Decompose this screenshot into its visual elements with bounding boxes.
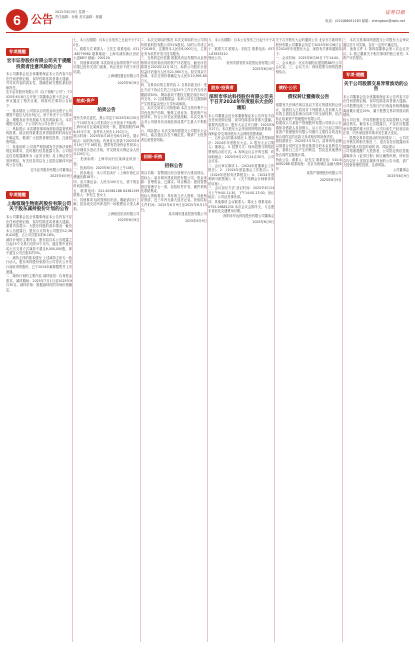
article-paragraph: 投标人资格要求：具有独立法人资格，具备相应资质，近三年内无重大违法记录。获取招标文件时间：2025年6月9日至2025年6月13日。 [140, 193, 207, 212]
signature-line: 深圳市华达科技股份有限公司董事会 [223, 213, 275, 218]
article-paragraph: 八、联系方式 联系人：王先生 联系电话：021-68779982 联系地址：上海市浦东新区世纪大道88号 邮编：200120 [73, 47, 140, 61]
signature-line: 2025年6月9日 [185, 218, 207, 223]
article-paragraph: 经公司自查，并向控股股东及实际控制人书面函证核实，截至本公告披露日，不存在应披露而未披露的重大信息。公司目前生产经营活动正常，内外部经营环境未发生重大变化。 [343, 117, 409, 136]
signature-line: 上海城投置业有限公司 [107, 74, 140, 79]
article-headline: 拍卖公告 [97, 108, 116, 114]
article-paragraph: 三、交易的定价依据 根据具有证券期货从业资格的评估机构出具的资产评估报告，截至评估基准日2024年12月31日，标的公司股东全部权益评估值为人民币21,560万元。经交易双方协商，本次交易价格确定为人民币10,995.60万元。 [140, 56, 207, 83]
section-tag: 股东·投资者 [208, 84, 237, 92]
article-paragraph: 宏丰证券股份有限公司（以下简称“公司”）于2025年6月8日召开第三届董事会第十次会议，审议通过了相关议案，现将有关事项公告如下： [6, 90, 72, 109]
article-headline: 深圳市华达科技股份有限公司关于召开2024年年度股东大会的通知 [209, 94, 274, 112]
article-paragraph: 一、召开会议的基本情况 1. 股东大会类型和届次：2024年年度股东大会。2. 股东大会召集人：董事会。3. 投票方式：现场投票与网络投票相结合的方式。4. 现场会议召开的日期、时间和地点：2025年6月27日14点30分，公司会议室。 [208, 136, 275, 164]
article-paragraph: 二、本次交易标的情况 本次交易标的为公司持有的某科技有限公司51%股权。标的公司成立于2016年，注册资本人民币8,000万元，主营业务为软件开发与技术服务。 [140, 38, 207, 56]
article-paragraph: 二、风险提示 本次增资事项尚需取得监管机构的批准，能否获得批准及获得批准的时间存在不确定性，敬请广大投资者理性投资，注意投资风险。 [6, 126, 72, 145]
article-paragraph: 本公司董事会及全体董事保证本公告内容不存在任何虚假记载、误导性陈述或者重大遗漏。重要内容提示：大股东持股的基本情况：截至本公告披露日，股东合计持有公司股份12,368,420股，占公司总股本的6.18%。 [6, 214, 72, 238]
article-headline: 上海恒瑞生物医药股份有限公司关于股东减持股份计划的公告 [6, 201, 72, 213]
article-paragraph: 六、风险提示 本次交易尚需提交公司股东大会审议，能否通过存在不确定性。敬请广大投资者注意投资风险。 [140, 128, 207, 143]
article-paragraph: 债权基准日：2025年3月31日。清单所列金额以借款合同约定计算至基准日的本金及利息为准，基准日之后产生的利息、罚息及其他费用按合同约定继续计算。 [275, 139, 342, 157]
signature-line: 某资产管理股份有限公司 [306, 171, 342, 176]
date-line: 2025年6月9日 星期一 [55, 10, 89, 14]
article-paragraph: 二、拍卖时间：2025年6月20日上午10时。 [73, 166, 137, 171]
section-tag-row [343, 61, 409, 80]
article-paragraph: 九、本公告期限：自本公告发布之日起不少于20日。 [208, 38, 275, 47]
article-paragraph: 本公司董事会及全体董事保证本公告内容不存在任何虚假记载、误导性陈述或者重大遗漏，并对其内容的真实性、准确性和完整性承担法律责任。 [6, 72, 72, 90]
article-paragraph: 减持计划的主要内容：股东拟自本公告披露之日起15个交易日后的3个月内，通过集中竞价或大宗交易方式减持不超过6,000,000股，即不超过公司总股本的3%。 [6, 237, 72, 256]
article-paragraph: 三、其他说明 公司将严格按照有关法律法规的规定和要求，及时履行信息披露义务。公司指定信息披露媒体为《证券日报》及上海证券交易所网站，有关信息均以在上述指定媒体刊登的公告为准。 [6, 144, 72, 168]
signature-line: 2025年6月9日 [319, 177, 342, 182]
page-number: 6 [6, 9, 28, 31]
article-headline: 宏丰证券股份有限公司关于提醒投资者注意风险的公告 [6, 59, 72, 70]
signature-line: 宏丰证券股份有限公司董事会 [30, 167, 72, 172]
column-divider [72, 38, 73, 642]
column-divider [140, 38, 141, 642]
column-6 [343, 38, 409, 642]
signature-line: 2025年6月9日 [50, 174, 72, 179]
article-headline: 关于公司股票交易异常波动的公告 [343, 81, 409, 93]
article-paragraph: 一、会议时间：2025年6月26日下午14:00。二、会议地点：北京市朝阳区建国路88号公司会议室。三、会议方式：现场投票与网络投票相结合。 [275, 56, 342, 74]
page-header [0, 0, 415, 40]
section-tag: 债权·公示 [276, 84, 300, 92]
contact-line: 电话：(010)68091283 邮箱：zhengban@zqrb.net [325, 19, 405, 23]
article-headline: 招标公告 [164, 163, 183, 169]
article-paragraph: 本公司董事会及全体董事保证本公告内容不存在任何虚假记载、误导性陈述或者重大遗漏。公司股票连续三个交易日内日收盘价格涨幅偏离值累计超过20%，属于股票交易异常波动的情形。 [343, 94, 409, 118]
signature-line: 2025年6月9日 [117, 218, 140, 223]
signature-line: 公司董事会 [393, 167, 409, 172]
article-paragraph: 七、本公告期限：自本公告发布之日起不少于20日。 [73, 38, 140, 47]
section-tag-row [208, 74, 274, 93]
article-paragraph: 特此公告。 [208, 56, 225, 61]
article-paragraph: 二、会议审议事项 1. 《2024年度董事会工作报告》；2. 《2024年度监事会工作报告》；3. 《2024年度财务决算报告》；4. 《2024年度利润分配预案》；5. 《关于续聘会计师事务所的议案》。 [208, 163, 275, 186]
article-paragraph: 受有关单位委托，我公司定于2025年6月20日上午10时在本公司拍卖厅公开拍卖下列标的：上海市闵行区某商业用房一套，建筑面积约286.45平方米，参考价人民币1,150万元。 [73, 116, 140, 134]
article-paragraph: 一、股票交易异常波动的具体情况 二、公司关注并核实的相关情况 三、是否存在应披露而未披露的重大信息的说明 四、风险提示 [343, 135, 409, 149]
column-4 [208, 38, 274, 642]
signature-line: 2025年6月9日 [387, 174, 409, 179]
section-tag-row [141, 143, 207, 162]
header-meta [55, 10, 102, 19]
article-paragraph: 九、其他事项说明 本次拟转让标的的资产评估结果已经有关部门备案，转让底价不低于评估结果。 [73, 60, 140, 74]
section-tag: 专项提醒 [6, 191, 29, 199]
section-tag-row [6, 181, 72, 200]
section-tag-row [6, 38, 72, 57]
article-paragraph: 四、竞买保证金：人民币100万元，须于规定时间前到账。 [73, 179, 140, 189]
article-paragraph: 根据有关法律法规以及双方签订的债权转让协议，原债权人已将其对下列借款人及担保人享有的主债权及担保合同项下的全部权利，依法转让给某资产管理股份有限公司。 [275, 102, 342, 121]
article-paragraph: 展示时间：2025年6月16日至6月19日。展示地点：标的所在地。有意竞买者请于2025年6月19日下午16时前，携带有效身份证件到本公司办理竞买登记手续，并交纳竞买保证金人民币100万元。 [73, 134, 140, 157]
section-title: 公告 [31, 14, 53, 26]
article-paragraph: 五、联系电话：021-64381188 64381199 联系人：李先生 张女士 [73, 188, 140, 198]
article-paragraph: 原债权人与某资产管理股份有限公司联合公告通知各借款人及担保人，从公告之日起立即向某资产管理股份有限公司履行主债权合同及担保合同约定的还款义务或相应的担保责任。 [275, 121, 342, 139]
section-tag-row [276, 74, 342, 93]
article-paragraph: 二、减持计划的主要内容 减持原因：自身资金需求。减持期间：2025年7月1日至2025年9月30日。减持价格：根据减持时的市场价格确定。 [6, 274, 72, 292]
article-paragraph: 三、本次交易事项尚需提交公司股东大会审议通过后方可实施，存在一定的不确定性。 [343, 38, 409, 47]
signature-line: 某市城市建设投资有限公司 [168, 212, 207, 217]
article-paragraph: 公司郑重提醒广大投资者，公司指定的信息披露媒体为《证券日报》和巨潮资讯网，所有信息均以在上述指定媒体刊登的公告为准，请广大投资者理性投资，注意风险。 [343, 149, 409, 168]
column-1 [6, 38, 72, 642]
article-paragraph: 四、交易协议的主要内容 1. 交易价款支付：受让方应于协议生效之日起10个工作日内支付首期款项50%，剩余款项于股权交割完成后30日内支付。2. 过渡期损益：标的公司在过渡期间产生的损益由受让方享有或承担。 [140, 83, 207, 106]
article-paragraph: 一、拍卖标的：上海市闵行区某商业用房一套。 [73, 156, 140, 166]
article-headline: 债权转让暨催收公告 [287, 95, 330, 101]
article-paragraph: 一、基本情况 公司拟以自有资金向全资子公司增资不超过人民币5亿元，用于补充子公司资本金，增强其业务发展能力及抗风险能力。本次增资完成后，子公司仍为公司全资子公司。 [6, 108, 72, 127]
article-paragraph: 特此公告。联系人：赵先生 联系电话：010-66092288 联系地址：北京市西城区金融大街8号 [275, 157, 342, 171]
signature-line: 杭州市国有资本投资运营有限公司 [226, 60, 275, 65]
section-tag-row [73, 87, 139, 106]
article-paragraph: 六、其他事项 标的按现状拍卖，瑕疵请自行了解。拍卖成交后所涉及的一切税费由买受人承担。 [73, 197, 140, 211]
section-tag: 招标·采购 [141, 153, 165, 161]
signature-line: 2025年6月9日 [252, 67, 275, 72]
signature-line: 2025年6月9日 [117, 80, 140, 85]
header-rule [6, 32, 409, 33]
article-paragraph: 本公司董事会及全体董事保证本公告内容不存在任何虚假记载、误导性陈述或者重大遗漏。重要内容提示：股东大会召开日期：2025年6月27日。本次股东大会采用的网络投票系统：深圳证券交易所股东大会网络投票系统。 [208, 113, 275, 136]
article-paragraph: 关于召开股东大会的通知公告 北京东方新材料股份有限公司董事会决定于2025年6月26日召开2024年年度股东大会，现将有关事项通知如下： [275, 38, 342, 56]
article-paragraph: 三、会议登记方法 登记时间：2025年6月24日上午9:00-11:30，下午14:00-17:00。登记地点：公司证券事务部。 [208, 186, 275, 200]
column-divider [342, 38, 343, 642]
signature-line: 2025年6月9日 [252, 220, 275, 225]
signature-line: 上海恒信拍卖有限公司 [107, 211, 140, 216]
column-3 [141, 38, 207, 642]
column-divider [274, 38, 275, 642]
article-paragraph: 十、联系方式 联系人：刘先生 联系电话：0571-87653210 [208, 47, 275, 56]
section-tag: 专项提醒 [6, 48, 29, 56]
column-divider [207, 38, 208, 642]
article-paragraph: 项目名称：智慧园区综合管理平台建设项目。招标人：某市城市建设投资有限公司。资金来源：自筹资金，已落实。项目概况：建设智慧园区管理平台一套，包括软件开发、硬件采购及系统集成。 [140, 171, 207, 194]
section-tag: 专项·提醒 [343, 71, 367, 79]
article-paragraph: 五、本次交易对公司的影响 本次交易有利于公司优化资产结构，聚焦主营业务，提高资产运营效率，符合公司长远发展战略。本次交易不会对公司财务状况和经营成果产生重大不利影响。 [140, 106, 207, 129]
article-paragraph: 四、其他事项 会议联系人：陈女士 联系电话：0755-26881234 本次会议会期半天，与会股东食宿及交通费用自理。 [208, 200, 275, 214]
column-2 [73, 38, 139, 642]
newspaper-logo: 证券日报 [384, 11, 405, 16]
section-tag: 拍卖·资产 [73, 97, 97, 105]
editor-line: 责任编辑：孙敏 美术编辑：林璐 [55, 14, 103, 19]
article-paragraph: 一、减持主体的基本情况 上述减持主体无一致行动人。股东所持股份来源为公司首次公开发行前取得的股份，已于2024年解除限售并上市流通。 [6, 255, 72, 274]
article-paragraph: 四、备查文件 1. 第四届董事会第八次会议决议；2. 独立董事关于相关事项的独立意见；3. 资产评估报告。 [343, 47, 409, 61]
column-5 [276, 38, 342, 642]
article-paragraph: 三、拍卖地点：本公司拍卖厅（上海市徐汇区漕溪北路18号）。 [73, 170, 140, 180]
